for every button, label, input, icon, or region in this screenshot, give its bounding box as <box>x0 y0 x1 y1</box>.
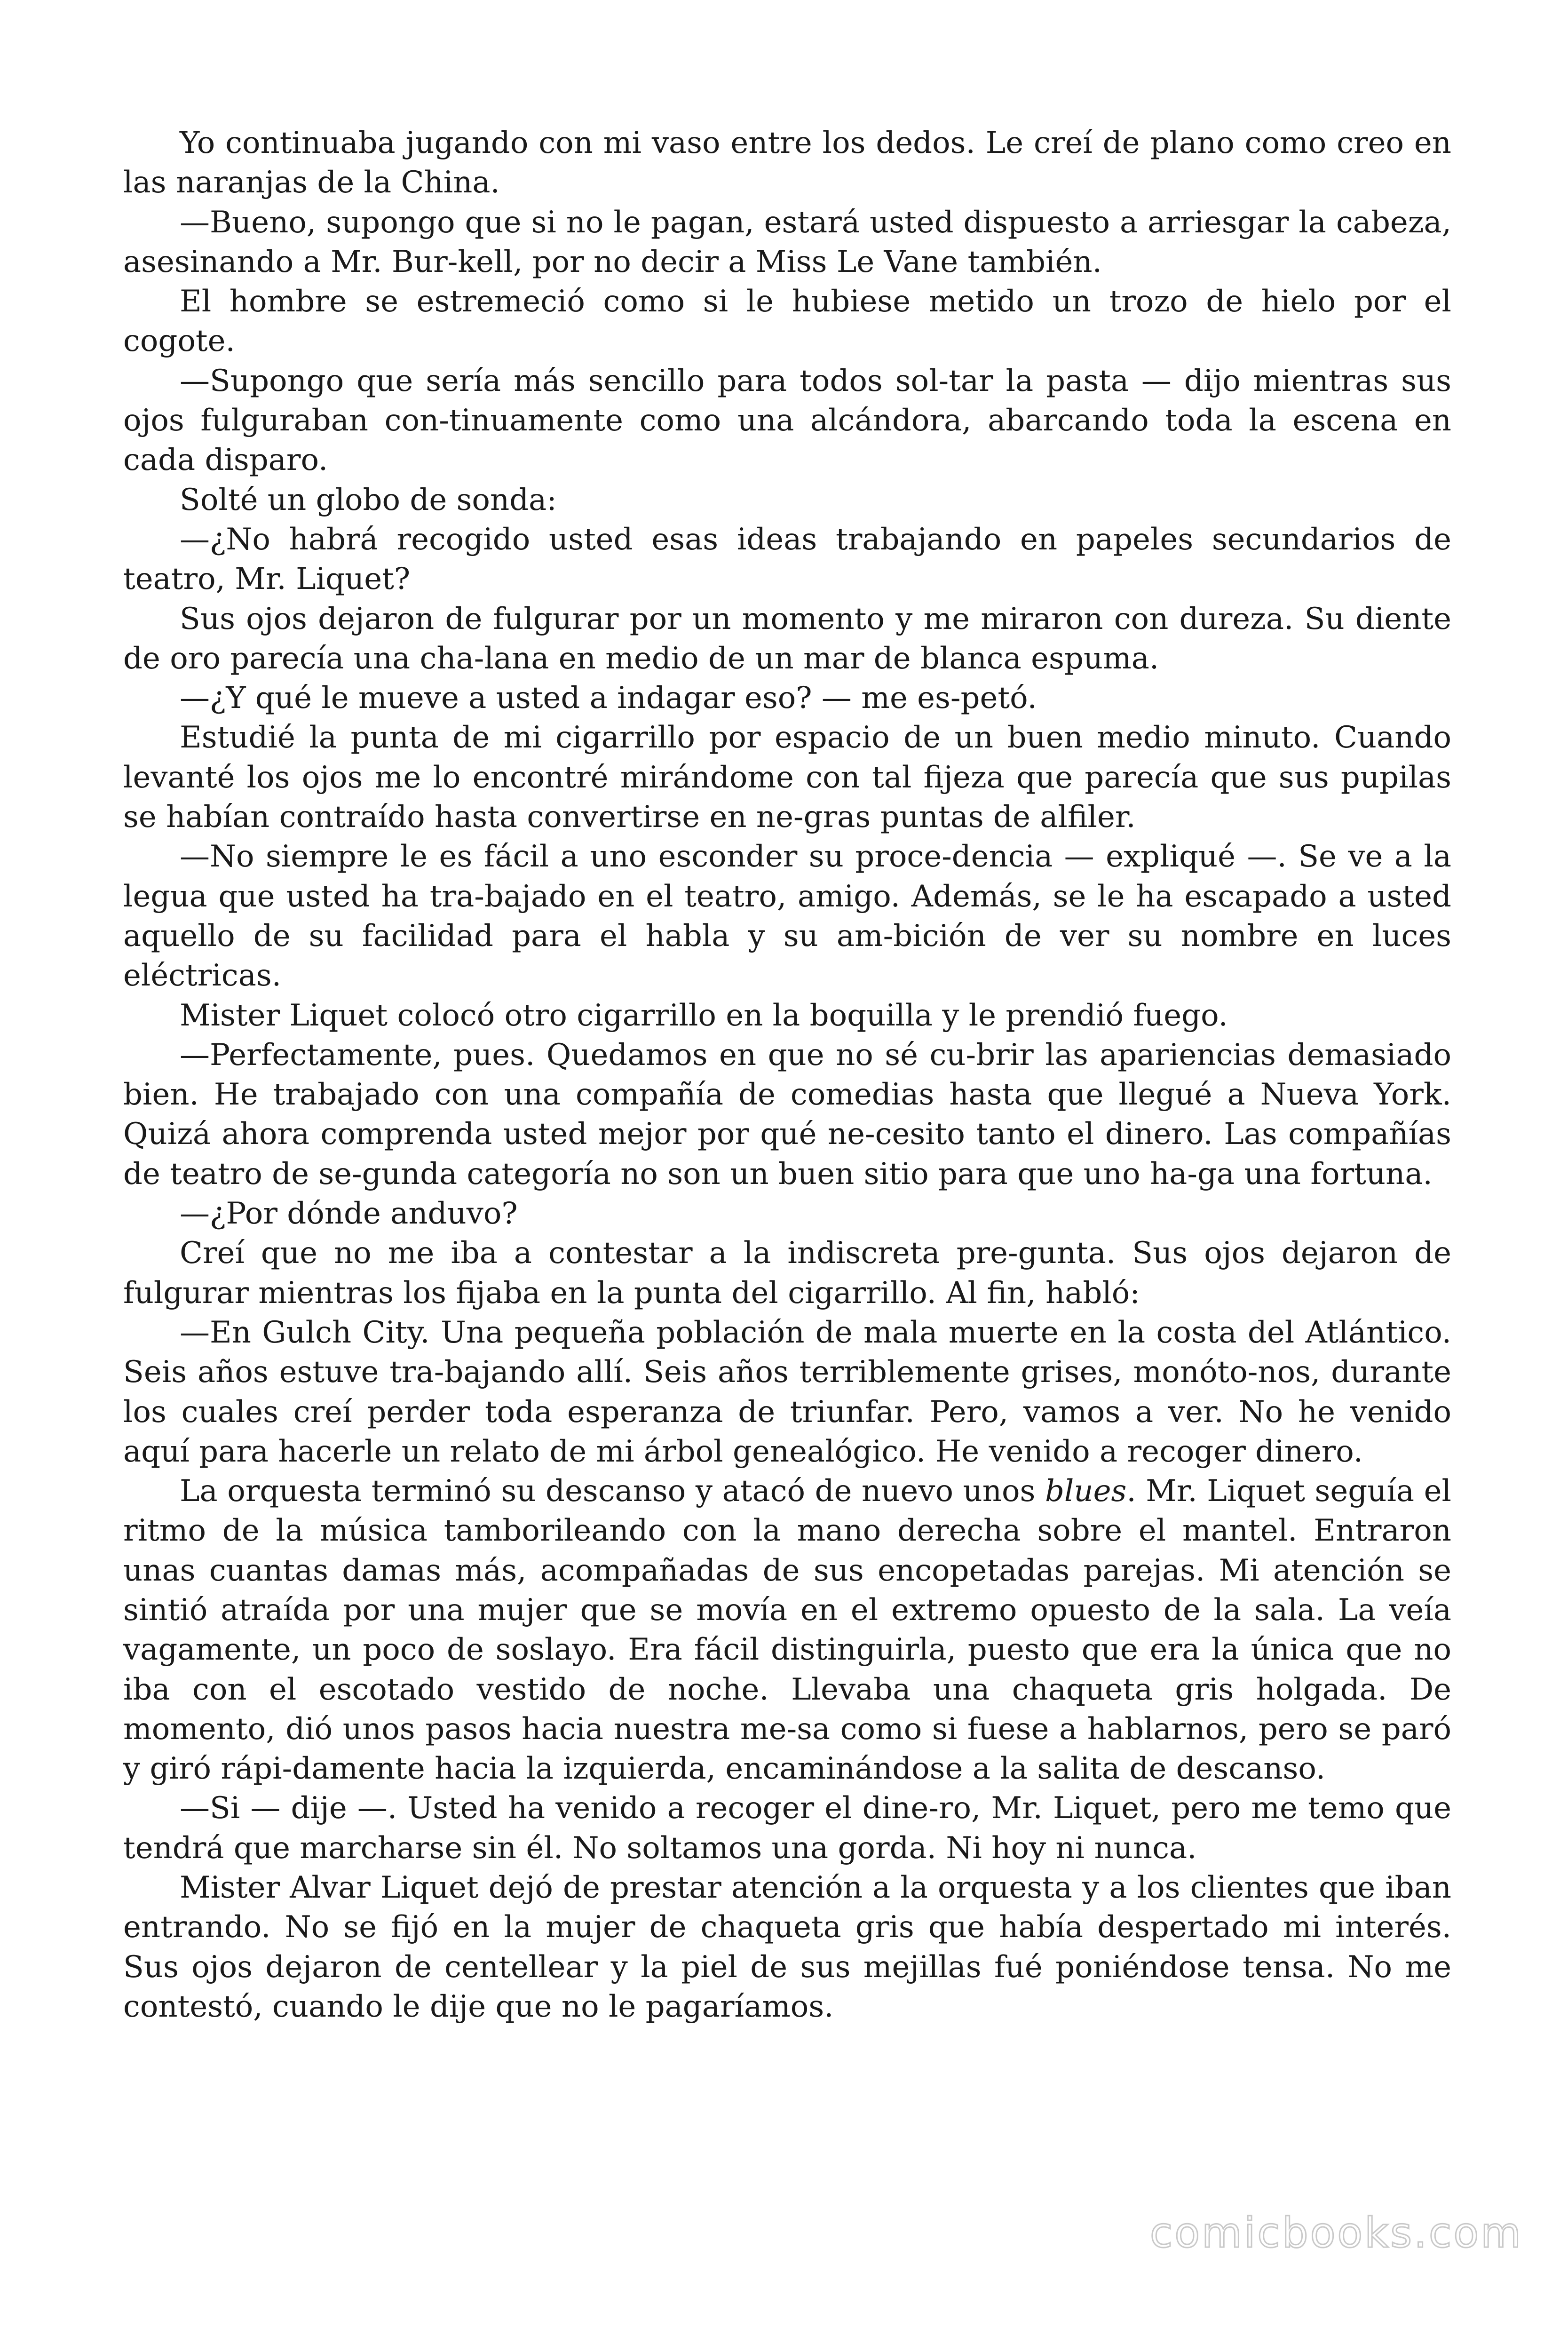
paragraph: Solté un globo de sonda: <box>180 482 557 517</box>
paragraph-orchestra-start: La orquesta terminó su descanso y atacó de nuevo unos <box>180 1474 1045 1509</box>
paragraph: Estudié la punta de mi cigarrillo por espacio de un buen medio minuto. Cuando levanté los ojos me lo encontré mirándome con tal fijeza que parecía que sus pupilas se habían contraído hasta convertirse en ne-gras puntas de alfiler. <box>123 720 1451 835</box>
paragraph: Sus ojos dejaron de fulgurar por un momento y me miraron con dureza. Su diente de oro parecía una cha-lana en medio de un mar de blanca espuma. <box>123 601 1451 676</box>
italic-word-blues: blues <box>1045 1474 1127 1509</box>
paragraph: —No siempre le es fácil a uno esconder su proce-dencia — expliqué —. Se ve a la legua que usted ha tra-bajado en el teatro, amigo. Además, se le ha escapado a usted aquello de su facilidad para el habla y su am-bición de ver su nombre en luces eléctricas. <box>123 839 1451 993</box>
paragraph: —Perfectamente, pues. Quedamos en que no sé cu-brir las apariencias demasiado bien. He trabajado con una compañía de comedias hasta que llegué a Nueva York. Quizá ahora comprenda usted mejor por qué ne-cesito tanto el dinero. Las compañías de teatro de se-gunda categoría no son un buen sitio para que uno ha-ga una fortuna. <box>123 1037 1451 1192</box>
site-watermark: comicbooks.com <box>1149 2209 1523 2257</box>
paragraph: —Bueno, supongo que si no le pagan, estará usted dispuesto a arriesgar la cabeza, asesinando a Mr. Bur-kell, por no decir a Miss Le Vane también. <box>123 205 1451 279</box>
paragraph: Creí que no me iba a contestar a la indiscreta pre-gunta. Sus ojos dejaron de fulgurar mientras los fijaba en la punta del cigarrillo. Al fin, habló: <box>123 1236 1451 1311</box>
paragraph: Mister Liquet colocó otro cigarrillo en la boquilla y le prendió fuego. <box>180 998 1228 1033</box>
paragraph: Yo continuaba jugando con mi vaso entre los dedos. Le creí de plano como creo en las naranjas de la China. <box>123 126 1451 200</box>
paragraph: El hombre se estremeció como si le hubiese metido un trozo de hielo por el cogote. <box>123 284 1451 359</box>
paragraph: —¿Y qué le mueve a usted a indagar eso? — me es-petó. <box>180 681 1037 716</box>
paragraph: —¿Por dónde anduvo? <box>180 1196 518 1232</box>
paragraph-orchestra <box>123 1471 1451 1788</box>
paragraph: —Supongo que sería más sencillo para todos sol-tar la pasta — dijo mientras sus ojos fulguraban con-tinuamente como una alcándora, abarcando toda la escena en cada disparo. <box>123 363 1451 478</box>
paragraph: —Si — dije —. Usted ha venido a recoger el dine-ro, Mr. Liquet, pero me temo que tendrá que marcharse sin él. No soltamos una gorda. Ni hoy ni nunca. <box>123 1791 1451 1866</box>
paragraph: Mister Alvar Liquet dejó de prestar atención a la orquesta y a los clientes que iban entrando. No se fijó en la mujer de chaqueta gris que había despertado mi interés. Sus ojos dejaron de centellear y la piel de sus mejillas fué poniéndose tensa. No me contestó, cuando le dije que no le pagaríamos. <box>123 1870 1451 2024</box>
page-text <box>123 123 1451 2026</box>
paragraph: —¿No habrá recogido usted esas ideas trabajando en papeles secundarios de teatro, Mr. Liquet? <box>123 522 1451 597</box>
paragraph-orchestra-end: . Mr. Liquet seguía el ritmo de la música tamborileando con la mano derecha sobre el mantel. Entraron unas cuantas damas más, acompañadas de sus encopetadas parejas. Mi atención se sintió atraída por una mujer que se movía en el extremo opuesto de la sala. La veía vagamente, un poco de soslayo. Era fácil distinguirla, puesto que era la única que no iba con el escotado vestido de noche. Llevaba una chaqueta gris holgada. De momento, dió unos pasos hacia nuestra me-sa como si fuese a hablarnos, pero se paró y giró rápi-damente hacia la izquierda, encaminándose a la salita de descanso. <box>123 1474 1452 1787</box>
paragraph: —En Gulch City. Una pequeña población de mala muerte en la costa del Atlántico. Seis años estuve tra-bajando allí. Seis años terriblemente grises, monóto-nos, durante los cuales creí perder toda esperanza de triunfar. Pero, vamos a ver. No he venido aquí para hacerle un relato de mi árbol genealógico. He venido a recoger dinero. <box>123 1315 1451 1469</box>
